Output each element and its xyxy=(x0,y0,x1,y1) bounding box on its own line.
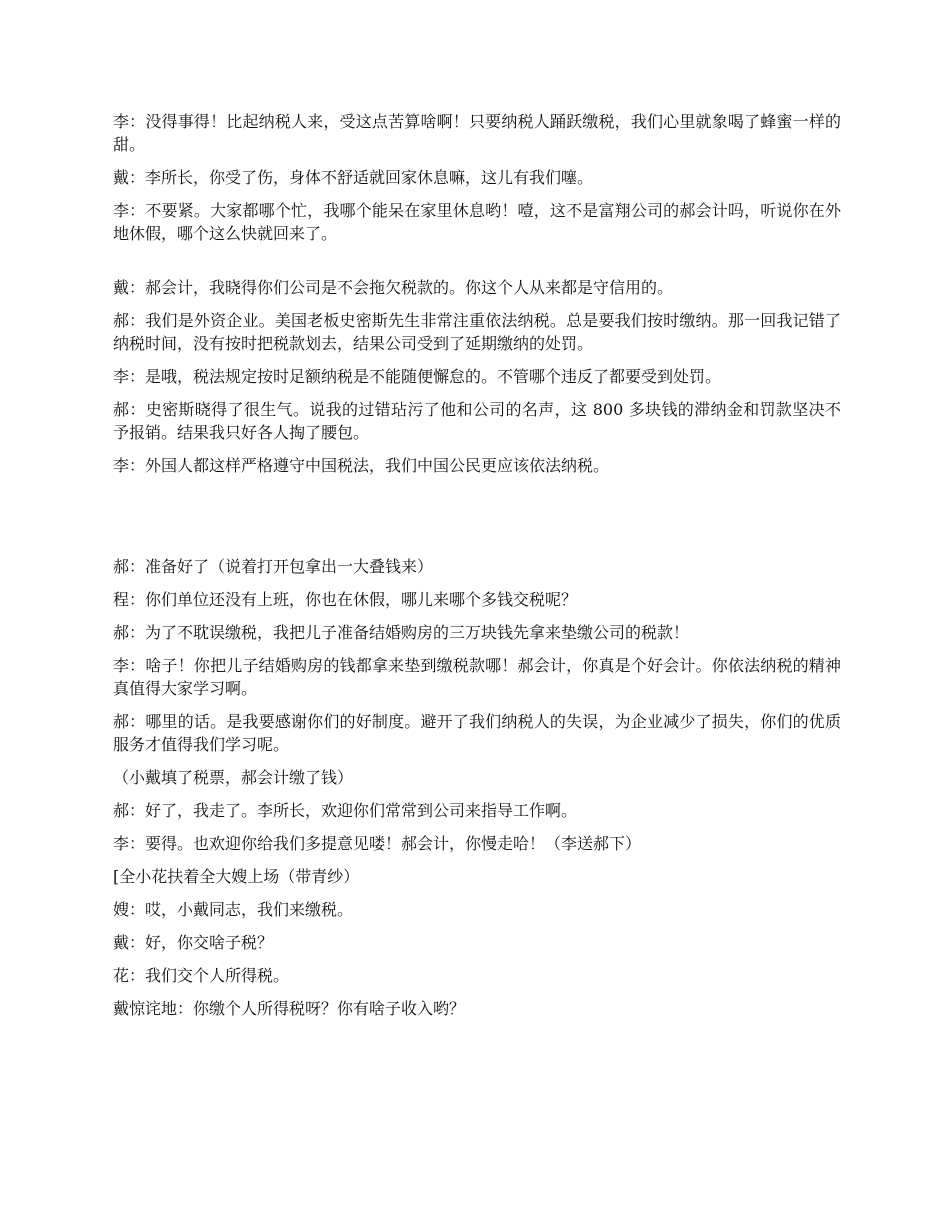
dialogue-paragraph: 嫂：哎，小戴同志，我们来缴税。 xyxy=(113,900,354,919)
dialogue-paragraph: 郝：哪里的话。是我要感谢你们的好制度。避开了我们纳税人的失误，为企业减少了损失，你们的优质服务才值得我们学习呢。 xyxy=(113,712,841,754)
dialogue-paragraph: 李：啥子！你把儿子结婚购房的钱都拿来垫到缴税款哪！郝会计，你真是个好会计。你依法纳税的精神真值得大家学习啊。 xyxy=(113,656,841,698)
dialogue-paragraph: 郝：史密斯晓得了很生气。说我的过错玷污了他和公司的名声，这 800 多块钱的滞纳金和罚款坚决不予报销。结果我只好各人掏了腰包。 xyxy=(113,400,841,442)
dialogue-paragraph: 郝：准备好了（说着打开包拿出一大叠钱来） xyxy=(113,557,434,576)
dialogue-paragraph: 程：你们单位还没有上班，你也在休假，哪儿来哪个多钱交税呢？ xyxy=(113,590,578,609)
dialogue-paragraph: 郝：我们是外资企业。美国老板史密斯先生非常注重依法纳税。总是要我们按时缴纳。那一回我记错了纳税时间，没有按时把税款划去，结果公司受到了延期缴纳的处罚。 xyxy=(113,311,841,353)
dialogue-group-2 xyxy=(113,276,841,477)
dialogue-paragraph: 李：不要紧。大家都哪个忙，我哪个能呆在家里休息哟！噎，这不是富翔公司的郝会计吗，听说你在外地休假，哪个这么快就回来了。 xyxy=(113,201,841,243)
dialogue-paragraph: 李：是哦，税法规定按时足额纳税是不能随便懈怠的。不管哪个违反了都要受到处罚。 xyxy=(113,367,722,386)
dialogue-paragraph: 郝：好了，我走了。李所长，欢迎你们常常到公司来指导工作啊。 xyxy=(113,801,578,820)
dialogue-paragraph: 戴：郝会计，我晓得你们公司是不会拖欠税款的。你这个人从来都是守信用的。 xyxy=(113,278,674,297)
section-gap xyxy=(113,255,841,276)
dialogue-paragraph: 李：要得。也欢迎你给我们多提意见喽！郝会计，你慢走哈！（李送郝下） xyxy=(113,834,642,853)
dialogue-paragraph: 戴：好，你交啥子税？ xyxy=(113,933,274,952)
dialogue-paragraph: 李：外国人都这样严格遵守中国税法，我们中国公民更应该依法纳税。 xyxy=(113,456,610,475)
document-page xyxy=(113,110,841,1030)
dialogue-paragraph: 戴惊诧地：你缴个人所得税呀？你有啥子收入哟？ xyxy=(113,999,466,1018)
stage-direction: （小戴填了税票，郝会计缴了钱） xyxy=(113,768,354,787)
dialogue-paragraph: 花：我们交个人所得税。 xyxy=(113,966,290,985)
dialogue-paragraph: 郝：为了不耽误缴税，我把儿子准备结婚购房的三万块钱先拿来垫缴公司的税款！ xyxy=(113,623,690,642)
stage-direction: [全小花扶着全大嫂上场（带青纱） xyxy=(113,867,360,886)
dialogue-group-3 xyxy=(113,555,841,1020)
section-gap xyxy=(113,487,841,555)
dialogue-paragraph: 李：没得事得！比起纳税人来，受这点苦算啥啊！只要纳税人踊跃缴税，我们心里就象喝了蜂蜜一样的甜。 xyxy=(113,112,841,154)
dialogue-paragraph: 戴：李所长，你受了伤，身体不舒适就回家休息嘛，这儿有我们噻。 xyxy=(113,168,594,187)
dialogue-group-1 xyxy=(113,110,841,245)
